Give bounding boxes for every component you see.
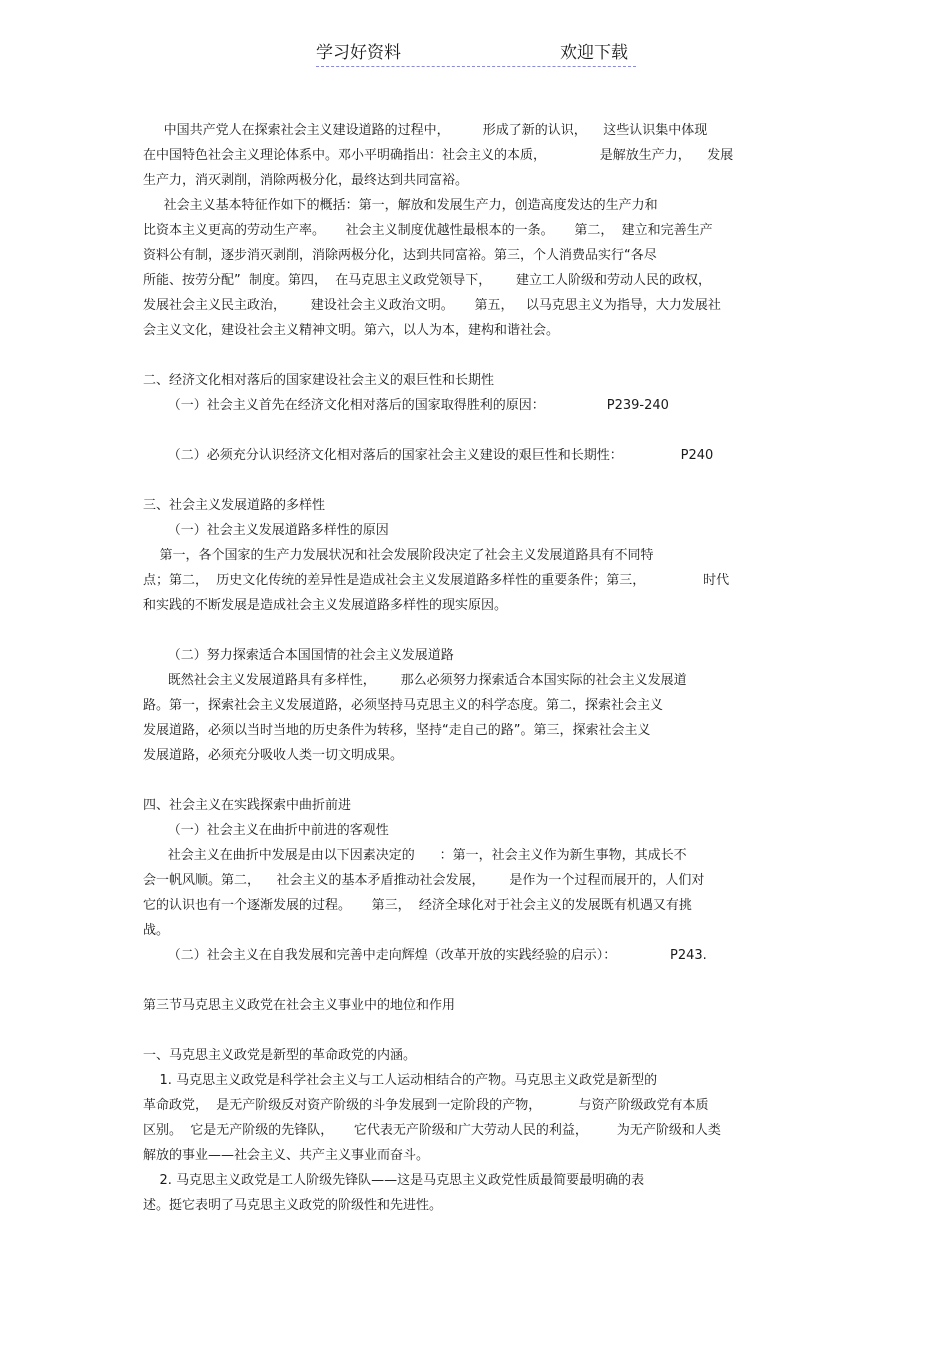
- text-line: 革命政党， 是无产阶级反对资产阶级的斗争发展到一定阶段的产物， 与资产阶级政党有本质: [143, 1098, 709, 1113]
- text-line: 生产力，消灭剥削，消除两极分化，最终达到共同富裕。: [143, 173, 469, 188]
- header-right-text: 欢迎下载: [560, 43, 628, 63]
- blank-line: [143, 343, 813, 368]
- text-line: 四、社会主义在实践探索中曲折前进: [143, 798, 352, 813]
- text-line: 社会主义在曲折中发展是由以下因素决定的 ：第一，社会主义作为新生事物，其成长不: [143, 848, 687, 863]
- blank-line: [143, 1018, 813, 1043]
- text-line: 发展道路，必须充分吸收人类一切文明成果。: [143, 748, 404, 763]
- text-line: （二）必须充分认识经济文化相对落后的国家社会主义建设的艰巨性和长期性： P240: [143, 448, 714, 463]
- text-line: 比资本主义更高的劳动生产率。 社会主义制度优越性最根本的一条。 第二， 建立和完善生产: [143, 223, 713, 238]
- text-line: 解放的事业——社会主义、共产主义事业而奋斗。: [143, 1148, 430, 1163]
- text-line: 2. 马克思主义政党是工人阶级先锋队——这是马克思主义政党性质最简要最明确的表: [143, 1173, 645, 1188]
- text-line: 点；第二， 历史文化传统的差异性是造成社会主义发展道路多样性的重要条件；第三， 时代: [143, 573, 730, 588]
- text-line: 一、马克思主义政党是新型的革命政党的内涵。: [143, 1048, 417, 1063]
- text-line: （一）社会主义首先在经济文化相对落后的国家取得胜利的原因： P239-240: [143, 398, 669, 413]
- text-line: 第一，各个国家的生产力发展状况和社会发展阶段决定了社会主义发展道路具有不同特: [143, 548, 654, 563]
- text-line: 社会主义基本特征作如下的概括：第一，解放和发展生产力，创造高度发达的生产力和: [143, 198, 658, 213]
- blank-line: [143, 618, 813, 643]
- text-line: 既然社会主义发展道路具有多样性， 那么必须努力探索适合本国实际的社会主义发展道: [143, 673, 687, 688]
- text-line: 会主义文化，建设社会主义精神文明。第六，以人为本，建构和谐社会。: [143, 323, 560, 338]
- text-line: 资料公有制，逐步消灭剥削，消除两极分化，达到共同富裕。第三，个人消费品实行“各尽: [143, 248, 657, 263]
- text-line: 区别。 它是无产阶级的先锋队， 它代表无产阶级和广大劳动人民的利益， 为无产阶级和人类: [143, 1123, 721, 1138]
- text-line: 三、社会主义发展道路的多样性: [143, 498, 326, 513]
- header-left-text: 学习好资料: [316, 43, 401, 63]
- body-text: [143, 118, 813, 1218]
- text-line: 1. 马克思主义政党是科学社会主义与工人运动相结合的产物。马克思主义政党是新型的: [143, 1073, 658, 1088]
- text-line: （二）努力探索适合本国国情的社会主义发展道路: [143, 648, 454, 663]
- text-line: 述。挺它表明了马克思主义政党的阶级性和先进性。: [143, 1198, 443, 1213]
- text-line: （一）社会主义发展道路多样性的原因: [143, 523, 389, 538]
- text-line: 发展社会主义民主政治， 建设社会主义政治文明。 第五， 以马克思主义为指导，大力发展社: [143, 298, 721, 313]
- text-line: 路。第一，探索社会主义发展道路，必须坚持马克思主义的科学态度。第二，探索社会主义: [143, 698, 664, 713]
- text-line: 二、经济文化相对落后的国家建设社会主义的艰巨性和长期性: [143, 373, 495, 388]
- text-line: 发展道路，必须以当时当地的历史条件为转移，坚持“走自己的路”。第三，探索社会主义: [143, 723, 651, 738]
- text-line: 战。: [143, 923, 170, 938]
- text-line: （二）社会主义在自我发展和完善中走向辉煌（改革开放的实践经验的启示）： P243.: [143, 948, 707, 963]
- blank-line: [143, 418, 813, 443]
- text-line: 和实践的不断发展是造成社会主义发展道路多样性的现实原因。: [143, 598, 508, 613]
- page-header: [316, 42, 636, 67]
- blank-line: [143, 468, 813, 493]
- text-line: 第三节马克思主义政党在社会主义事业中的地位和作用: [143, 998, 456, 1013]
- blank-line: [143, 768, 813, 793]
- text-line: 会一帆风顺。第二， 社会主义的基本矛盾推动社会发展， 是作为一个过程而展开的，人们对: [143, 873, 705, 888]
- text-line: 在中国特色社会主义理论体系中。邓小平明确指出：社会主义的本质， 是解放生产力， 发展: [143, 148, 734, 163]
- blank-line: [143, 968, 813, 993]
- text-line: 它的认识也有一个逐渐发展的过程。 第三， 经济全球化对于社会主义的发展既有机遇又有挑: [143, 898, 692, 913]
- text-line: 中国共产党人在探索社会主义建设道路的过程中， 形成了新的认识， 这些认识集中体现: [143, 123, 708, 138]
- text-line: （一）社会主义在曲折中前进的客观性: [143, 823, 389, 838]
- text-line: 所能、按劳分配” 制度。第四， 在马克思主义政党领导下， 建立工人阶级和劳动人民的政权，: [143, 273, 712, 288]
